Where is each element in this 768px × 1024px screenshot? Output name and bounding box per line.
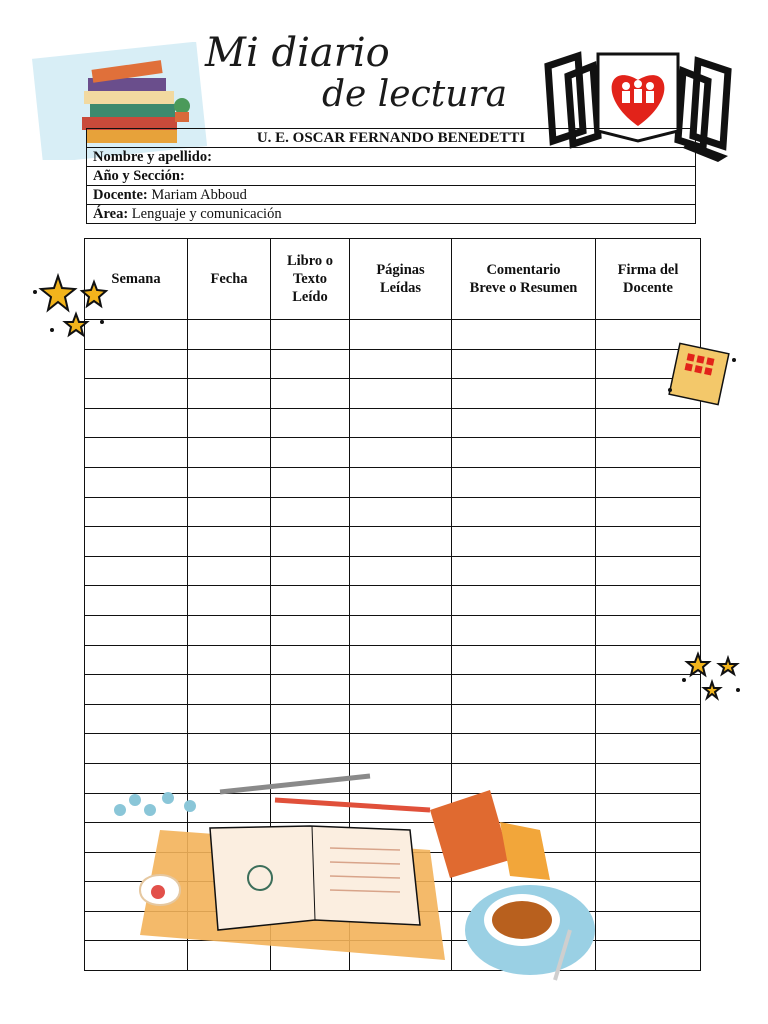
cell-comentario[interactable] [452, 556, 596, 586]
cell-paginas[interactable] [350, 438, 452, 468]
table-row [85, 467, 701, 497]
table-row [85, 497, 701, 527]
cell-libro[interactable] [271, 379, 350, 409]
cell-libro[interactable] [271, 349, 350, 379]
cell-semana[interactable] [85, 615, 188, 645]
cell-firma[interactable] [596, 527, 701, 557]
cell-libro[interactable] [271, 467, 350, 497]
stars-decoration [30, 262, 110, 344]
cell-paginas[interactable] [350, 408, 452, 438]
desk-illustration [100, 770, 620, 990]
info-value: Mariam Abboud [147, 186, 247, 203]
title-line-1: Mi diario [205, 30, 390, 76]
header-paginas [350, 239, 452, 320]
cell-comentario[interactable] [452, 379, 596, 409]
cell-libro[interactable] [271, 320, 350, 350]
cell-comentario[interactable] [452, 467, 596, 497]
cell-semana[interactable] [85, 527, 188, 557]
table-row [85, 527, 701, 557]
cell-paginas[interactable] [350, 645, 452, 675]
header-paginas-line: Páginas [376, 262, 425, 278]
cell-libro[interactable] [271, 408, 350, 438]
header-paginas-line: Leídas [379, 280, 422, 296]
header-comentario-line: Breve o Resumen [469, 280, 578, 296]
cell-fecha[interactable] [188, 408, 271, 438]
cell-paginas[interactable] [350, 379, 452, 409]
table-row [85, 704, 701, 734]
cell-fecha[interactable] [188, 734, 271, 764]
cell-firma[interactable] [596, 438, 701, 468]
cell-firma[interactable] [596, 467, 701, 497]
cell-libro[interactable] [271, 438, 350, 468]
student-info-table [86, 128, 696, 224]
cell-libro[interactable] [271, 734, 350, 764]
cell-fecha[interactable] [188, 675, 271, 705]
info-label: Área: [93, 205, 129, 222]
cell-firma[interactable] [596, 734, 701, 764]
cell-semana[interactable] [85, 556, 188, 586]
info-row-area[interactable] [87, 205, 696, 224]
cell-fecha[interactable] [188, 438, 271, 468]
table-row [85, 438, 701, 468]
cell-comentario[interactable] [452, 349, 596, 379]
cell-libro[interactable] [271, 586, 350, 616]
table-row [85, 645, 701, 675]
school-name: U. E. OSCAR FERNANDO BENEDETTI [87, 129, 696, 148]
header-comentario-line: Comentario [486, 262, 561, 278]
cell-paginas[interactable] [350, 615, 452, 645]
cell-comentario[interactable] [452, 734, 596, 764]
header-comentario [452, 239, 596, 320]
cell-paginas[interactable] [350, 527, 452, 557]
stars-decoration-right [678, 640, 744, 710]
cell-comentario[interactable] [452, 704, 596, 734]
cell-libro[interactable] [271, 675, 350, 705]
cell-comentario[interactable] [452, 527, 596, 557]
cell-fecha[interactable] [188, 379, 271, 409]
cell-semana[interactable] [85, 467, 188, 497]
header-firma-line: Docente [623, 280, 673, 296]
info-label: Año y Sección: [93, 167, 185, 184]
cell-libro[interactable] [271, 497, 350, 527]
cell-comentario[interactable] [452, 645, 596, 675]
cell-paginas[interactable] [350, 556, 452, 586]
header-firma [596, 239, 701, 320]
cell-comentario[interactable] [452, 438, 596, 468]
cell-fecha[interactable] [188, 586, 271, 616]
table-row [85, 615, 701, 645]
cell-libro[interactable] [271, 704, 350, 734]
cell-firma[interactable] [596, 586, 701, 616]
cell-fecha[interactable] [188, 615, 271, 645]
cell-firma[interactable] [596, 497, 701, 527]
header-fecha [188, 239, 271, 320]
header-libro-line: Libro o [286, 253, 334, 269]
cell-semana[interactable] [85, 497, 188, 527]
table-row [85, 734, 701, 764]
cell-semana[interactable] [85, 675, 188, 705]
cell-comentario[interactable] [452, 615, 596, 645]
cell-libro[interactable] [271, 645, 350, 675]
cell-semana[interactable] [85, 408, 188, 438]
cell-fecha[interactable] [188, 704, 271, 734]
table-row [85, 408, 701, 438]
cell-semana[interactable] [85, 438, 188, 468]
table-row [85, 586, 701, 616]
cell-paginas[interactable] [350, 320, 452, 350]
cell-firma[interactable] [596, 408, 701, 438]
header-semana-label: Semana [111, 271, 161, 287]
cell-firma[interactable] [596, 556, 701, 586]
cell-paginas[interactable] [350, 704, 452, 734]
table-row [85, 556, 701, 586]
table-row [85, 675, 701, 705]
cell-libro[interactable] [271, 615, 350, 645]
cell-comentario[interactable] [452, 675, 596, 705]
cell-semana[interactable] [85, 586, 188, 616]
cell-fecha[interactable] [188, 349, 271, 379]
info-row-name[interactable] [87, 148, 696, 167]
table-row [85, 379, 701, 409]
cell-libro[interactable] [271, 556, 350, 586]
cell-fecha[interactable] [188, 320, 271, 350]
cell-fecha[interactable] [188, 556, 271, 586]
cell-fecha[interactable] [188, 467, 271, 497]
cell-fecha[interactable] [188, 497, 271, 527]
info-label: Docente: [93, 186, 148, 203]
cell-paginas[interactable] [350, 497, 452, 527]
info-value: Lenguaje y comunicación [128, 205, 282, 222]
cell-paginas[interactable] [350, 734, 452, 764]
cell-comentario[interactable] [452, 320, 596, 350]
cell-paginas[interactable] [350, 349, 452, 379]
cell-paginas[interactable] [350, 586, 452, 616]
cell-semana[interactable] [85, 645, 188, 675]
cell-semana[interactable] [85, 349, 188, 379]
header-fecha-label: Fecha [210, 271, 248, 287]
cell-semana[interactable] [85, 734, 188, 764]
table-row [85, 320, 701, 350]
cell-paginas[interactable] [350, 467, 452, 497]
info-row-year[interactable] [87, 167, 696, 186]
notebook-doodle [664, 340, 744, 412]
header-firma-line: Firma del [617, 262, 679, 278]
info-label: Nombre y apellido: [93, 148, 212, 165]
table-row [85, 349, 701, 379]
header-libro-line: Texto [292, 271, 328, 287]
header-libro [271, 239, 350, 320]
cell-paginas[interactable] [350, 675, 452, 705]
cell-semana[interactable] [85, 379, 188, 409]
info-row-teacher[interactable] [87, 186, 696, 205]
cell-comentario[interactable] [452, 586, 596, 616]
cell-semana[interactable] [85, 704, 188, 734]
cell-fecha[interactable] [188, 645, 271, 675]
cell-libro[interactable] [271, 527, 350, 557]
header-libro-line: Leído [292, 289, 328, 305]
cell-comentario[interactable] [452, 497, 596, 527]
title-line-2: de lectura [322, 74, 508, 115]
cell-fecha[interactable] [188, 527, 271, 557]
cell-comentario[interactable] [452, 408, 596, 438]
